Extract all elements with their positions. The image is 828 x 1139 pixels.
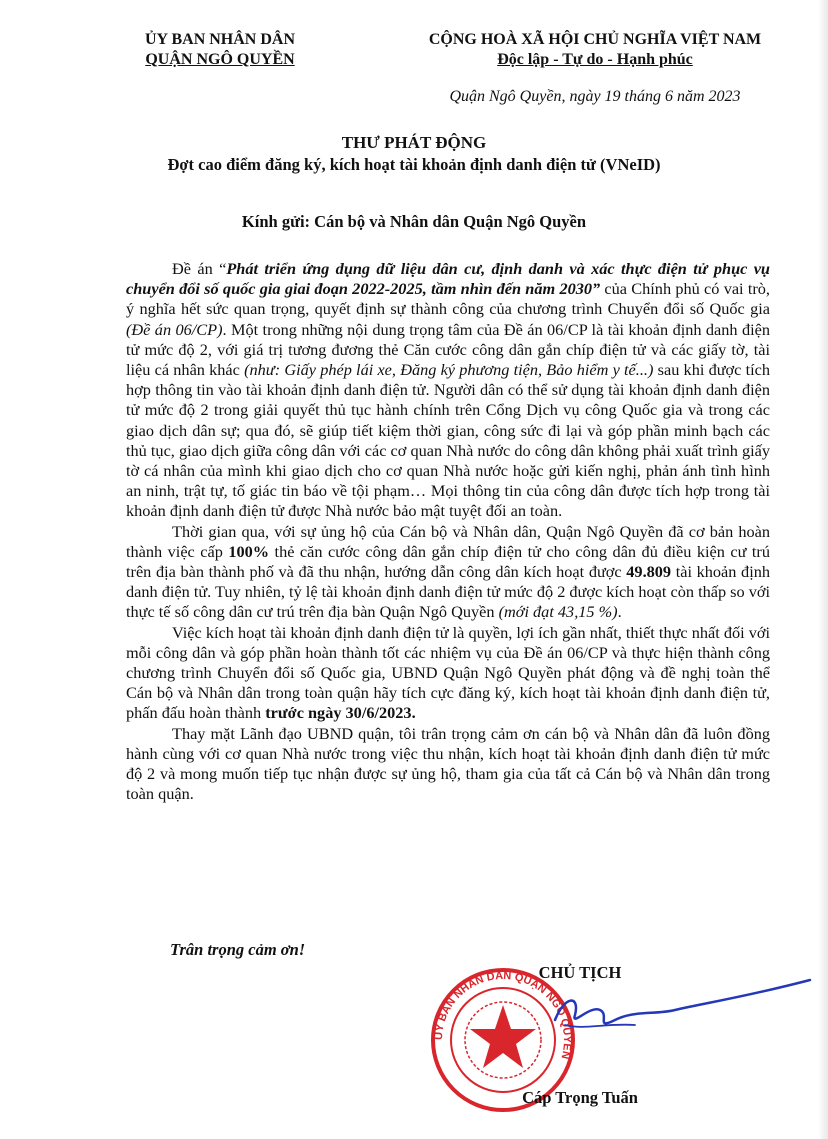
signer-name: Cáp Trọng Tuấn <box>522 1088 638 1107</box>
national-motto <box>380 30 810 70</box>
issuing-authority <box>100 30 340 70</box>
paragraph-4: Thay mặt Lãnh đạo UBND quận, tôi trân trọng cảm ơn cán bộ và Nhân dân đã luôn đồng hành cùng với cơ quan Nhà nước trong việc thu nhận, kích hoạt tài khoản định danh điện tử mức độ 2 và mong muốn tiếp tục nhận được sự ủng hộ, tham gia của tất cả Cán bộ và Nhân dân trong toàn quận. <box>126 723 770 804</box>
page-edge-shadow <box>818 0 828 1139</box>
salutation: Kính gửi: Cán bộ và Nhân dân Quận Ngô Quyền <box>241 212 587 231</box>
motto: Độc lập - Tự do - Hạnh phúc <box>497 51 693 68</box>
authority-line-1: ỦY BAN NHÂN DÂN <box>144 31 296 48</box>
paragraph-1: Đề án “Phát triển ứng dụng dữ liệu dân cư, định danh và xác thực điện tử phục vụ chuyển đổi số quốc gia giai đoạn 2022-2025, tầm nhìn đến năm 2030” của Chính phủ có vai trò, ý nghĩa hết sức quan trọng, quyết định sự thành công của chương trình Chuyển đổi số Quốc gia (Đề án 06/CP). Một trong những nội dung trọng tâm của Đề án 06/CP là tài khoản định danh điện tử mức độ 2, với giá trị tương đương thẻ Căn cước công dân gắn chíp điện tử và các giấy tờ, tài liệu cá nhân khác (như: Giấy phép lái xe, Đăng ký phương tiện, Bảo hiểm y tế...) sau khi được tích hợp thông tin vào tài khoản định danh điện tử. Người dân có thể sử dụng tài khoản định danh điện tử mức độ 2 trong giải quyết thủ tục hành chính trên Cổng Dịch vụ công Quốc gia và trong các giao dịch dân sự; qua đó, sẽ giúp tiết kiệm thời gian, công sức đi lại và góp phần minh bạch các thủ tục, giao dịch giữa công dân với các cơ quan Nhà nước do công dân không phải xuất trình giấy tờ cá nhân của mình khi giao dịch cho cơ quan Nhà nước hoặc gửi kiến nghị, phản ánh tình hình an ninh, trật tự, tố giác tin báo về tội phạm… Mọi thông tin của công dân được tích hợp trong tài khoản định danh điện tử được Nhà nước bảo mật tuyệt đối an toàn. <box>126 259 771 521</box>
document-title: THƯ PHÁT ĐỘNG <box>341 133 487 152</box>
seal-text: ỦY BAN NHÂN DÂN QUẬN NGÔ QUYỀN <box>432 969 574 1061</box>
document-date: Quận Ngô Quyền, ngày 19 tháng 6 năm 2023 <box>449 88 741 105</box>
document-subtitle: Đợt cao điểm đăng ký, kích hoạt tài khoản định danh điện tử (VNeID) <box>167 155 661 174</box>
paragraph-3: Việc kích hoạt tài khoản định danh điện tử là quyền, lợi ích gần nhất, thiết thực nhất đối với mỗi công dân và góp phần hoàn thành tốt các nhiệm vụ của Đề án 06/CP và thực hiện thành công chương trình Chuyển đổi số Quốc gia, UBND Quận Ngô Quyền phát động và đề nghị toàn thể Cán bộ và Nhân dân trong toàn quận hãy tích cực đăng ký, kích hoạt tài khoản định danh điện tử, phấn đấu hoàn thành trước ngày 30/6/2023. <box>126 622 770 723</box>
closing-line: Trân trọng cảm ơn! <box>170 940 306 959</box>
signer-title: CHỦ TỊCH <box>538 963 622 982</box>
handwritten-signature-icon <box>505 975 815 1045</box>
nation-name: CỘNG HOÀ XÃ HỘI CHỦ NGHĨA VIỆT NAM <box>428 31 762 48</box>
letter-body <box>126 259 770 804</box>
authority-line-2: QUẬN NGÔ QUYỀN <box>145 51 295 68</box>
paragraph-2: Thời gian qua, với sự ủng hộ của Cán bộ và Nhân dân, Quận Ngô Quyền đã cơ bản hoàn thành việc cấp 100% thẻ căn cước công dân gắn chíp điện tử cho công dân đủ điều kiện cư trú trên địa bàn thành phố và đã thu nhận, hướng dẫn công dân kích hoạt được 49.809 tài khoản định danh điện tử. Tuy nhiên, tỷ lệ tài khoản định danh điện tử mức độ 2 được kích hoạt còn thấp so với thực tế số công dân cư trú trên địa bàn Quận Ngô Quyền (mới đạt 43,15 %). <box>126 521 771 622</box>
